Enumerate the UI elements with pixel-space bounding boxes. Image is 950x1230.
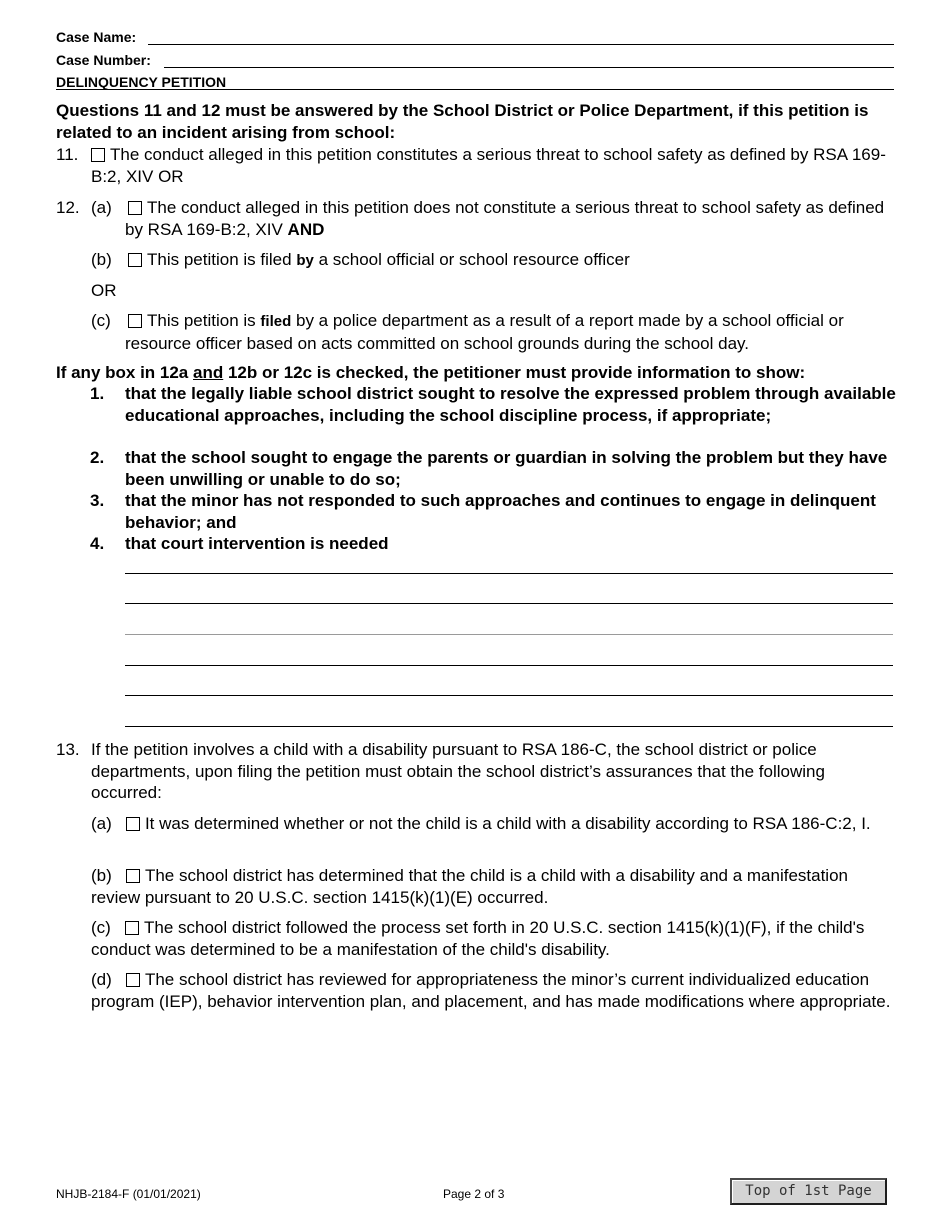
q12c-bold: filed [260,313,292,330]
q12b-text-1: This petition is filed [147,250,292,269]
q12c-text-block [125,310,897,354]
form-title: DELINQUENCY PETITION [56,74,227,90]
q13a-item [91,813,897,835]
criteria-item-1-number: 1. [90,384,105,403]
q12c-label: (c) [91,311,111,330]
header-divider [56,89,894,90]
criteria-item-4-text: that court intervention is needed [125,534,389,553]
response-line-1[interactable] [125,573,893,574]
criteria-intro-1: If any box in 12a [56,363,189,382]
q12b-text-2: a school official or school resource officer [318,250,630,269]
criteria-intro-2: 12b or 12c is checked, the petitioner must provide information to show: [227,363,806,382]
page-number: Page 2 of 3 [443,1187,505,1201]
q11-12-intro: Questions 11 and 12 must be answered by the School District or Police Department, if this petition is related to an incident arising from school: [56,101,869,142]
q13d-text: The school district has reviewed for appropriateness the minor’s current individualized education program (IEP), behavior intervention plan, and placement, and has made modifications where appropriate. [91,970,891,1011]
case-number-field[interactable] [164,67,894,68]
response-line-3[interactable] [125,634,893,635]
criteria-item-2-text: that the school sought to engage the parents or guardian in solving the problem but they have been unwilling or unable to do so; [125,448,888,489]
criteria-item-1-text: that the legally liable school district sought to resolve the expressed problem through available educational approaches, including the school discipline process, if appropriate; [125,384,896,425]
q13b-label: (b) [91,866,112,885]
q13b-text: The school district has determined that the child is a child with a disability and a manifestation review pursuant to 20 U.S.C. section 1415(k)(1)(E) occurred. [91,866,848,907]
q13b-item [91,865,897,908]
q12c-text-2: by a police department as a result of a report made by a school official or resource officer based on acts committed on school grounds during the school day. [125,311,844,353]
q12c-text-1: This petition is [147,311,256,330]
q12-or: OR [91,281,117,300]
q13c-item [91,917,897,960]
q13c-checkbox[interactable] [125,921,139,935]
case-name-label: Case Name: [56,29,137,45]
q13-number: 13. [56,740,80,759]
q13a-label: (a) [91,814,112,833]
criteria-item-2-number: 2. [90,448,105,467]
criteria-item-3-text: that the minor has not responded to such approaches and continues to engage in delinquent behavior; and [125,491,876,532]
q11-number: 11. [56,145,79,164]
q12a-text-block [125,197,897,240]
q13a-text: It was determined whether or not the child is a child with a disability according to RSA 186-C:2, I. [144,814,871,833]
response-line-4[interactable] [125,665,893,666]
criteria-item-4-number: 4. [90,534,105,553]
response-line-6[interactable] [125,726,893,727]
q12-number: 12. [56,198,80,217]
criteria-intro [56,362,901,384]
q13d-checkbox[interactable] [126,973,140,987]
q12a-label: (a) [91,198,112,217]
q13d-label: (d) [91,970,112,989]
q12a-bold: AND [287,219,325,239]
top-of-first-page-button[interactable]: Top of 1st Page [730,1178,887,1205]
q13-intro: If the petition involves a child with a disability pursuant to RSA 186-C, the school district or police departments, upon filing the petition must obtain the school district’s assurances that the following occurred: [91,740,825,802]
q12b-bold: by [296,252,314,269]
case-number-label: Case Number: [56,52,151,68]
case-name-field[interactable] [148,44,894,45]
q13b-checkbox[interactable] [126,869,140,883]
q13a-checkbox[interactable] [126,817,140,831]
q13c-text: The school district followed the process set forth in 20 U.S.C. section 1415(k)(1)(F), if the child's conduct was determined to be a manifestation of the child's disability. [91,918,865,959]
criteria-item-3-number: 3. [90,491,105,510]
response-line-2[interactable] [125,603,893,604]
q12b-label: (b) [91,250,112,269]
q13d-item [91,969,897,1012]
q13c-label: (c) [91,918,111,937]
criteria-intro-and: and [193,363,224,382]
q11-text: The conduct alleged in this petition constitutes a serious threat to school safety as defined by RSA 169-B:2, XIV OR [91,145,886,186]
q12b-checkbox[interactable] [128,253,142,267]
response-line-5[interactable] [125,695,893,696]
q11-item [91,144,897,187]
q12b-item [128,249,888,272]
form-id: NHJB-2184-F (01/01/2021) [56,1187,201,1201]
q11-checkbox[interactable] [91,148,105,162]
q12a-text: The conduct alleged in this petition does not constitute a serious threat to school safety as defined by RSA 169-B:2, XIV [125,198,885,239]
